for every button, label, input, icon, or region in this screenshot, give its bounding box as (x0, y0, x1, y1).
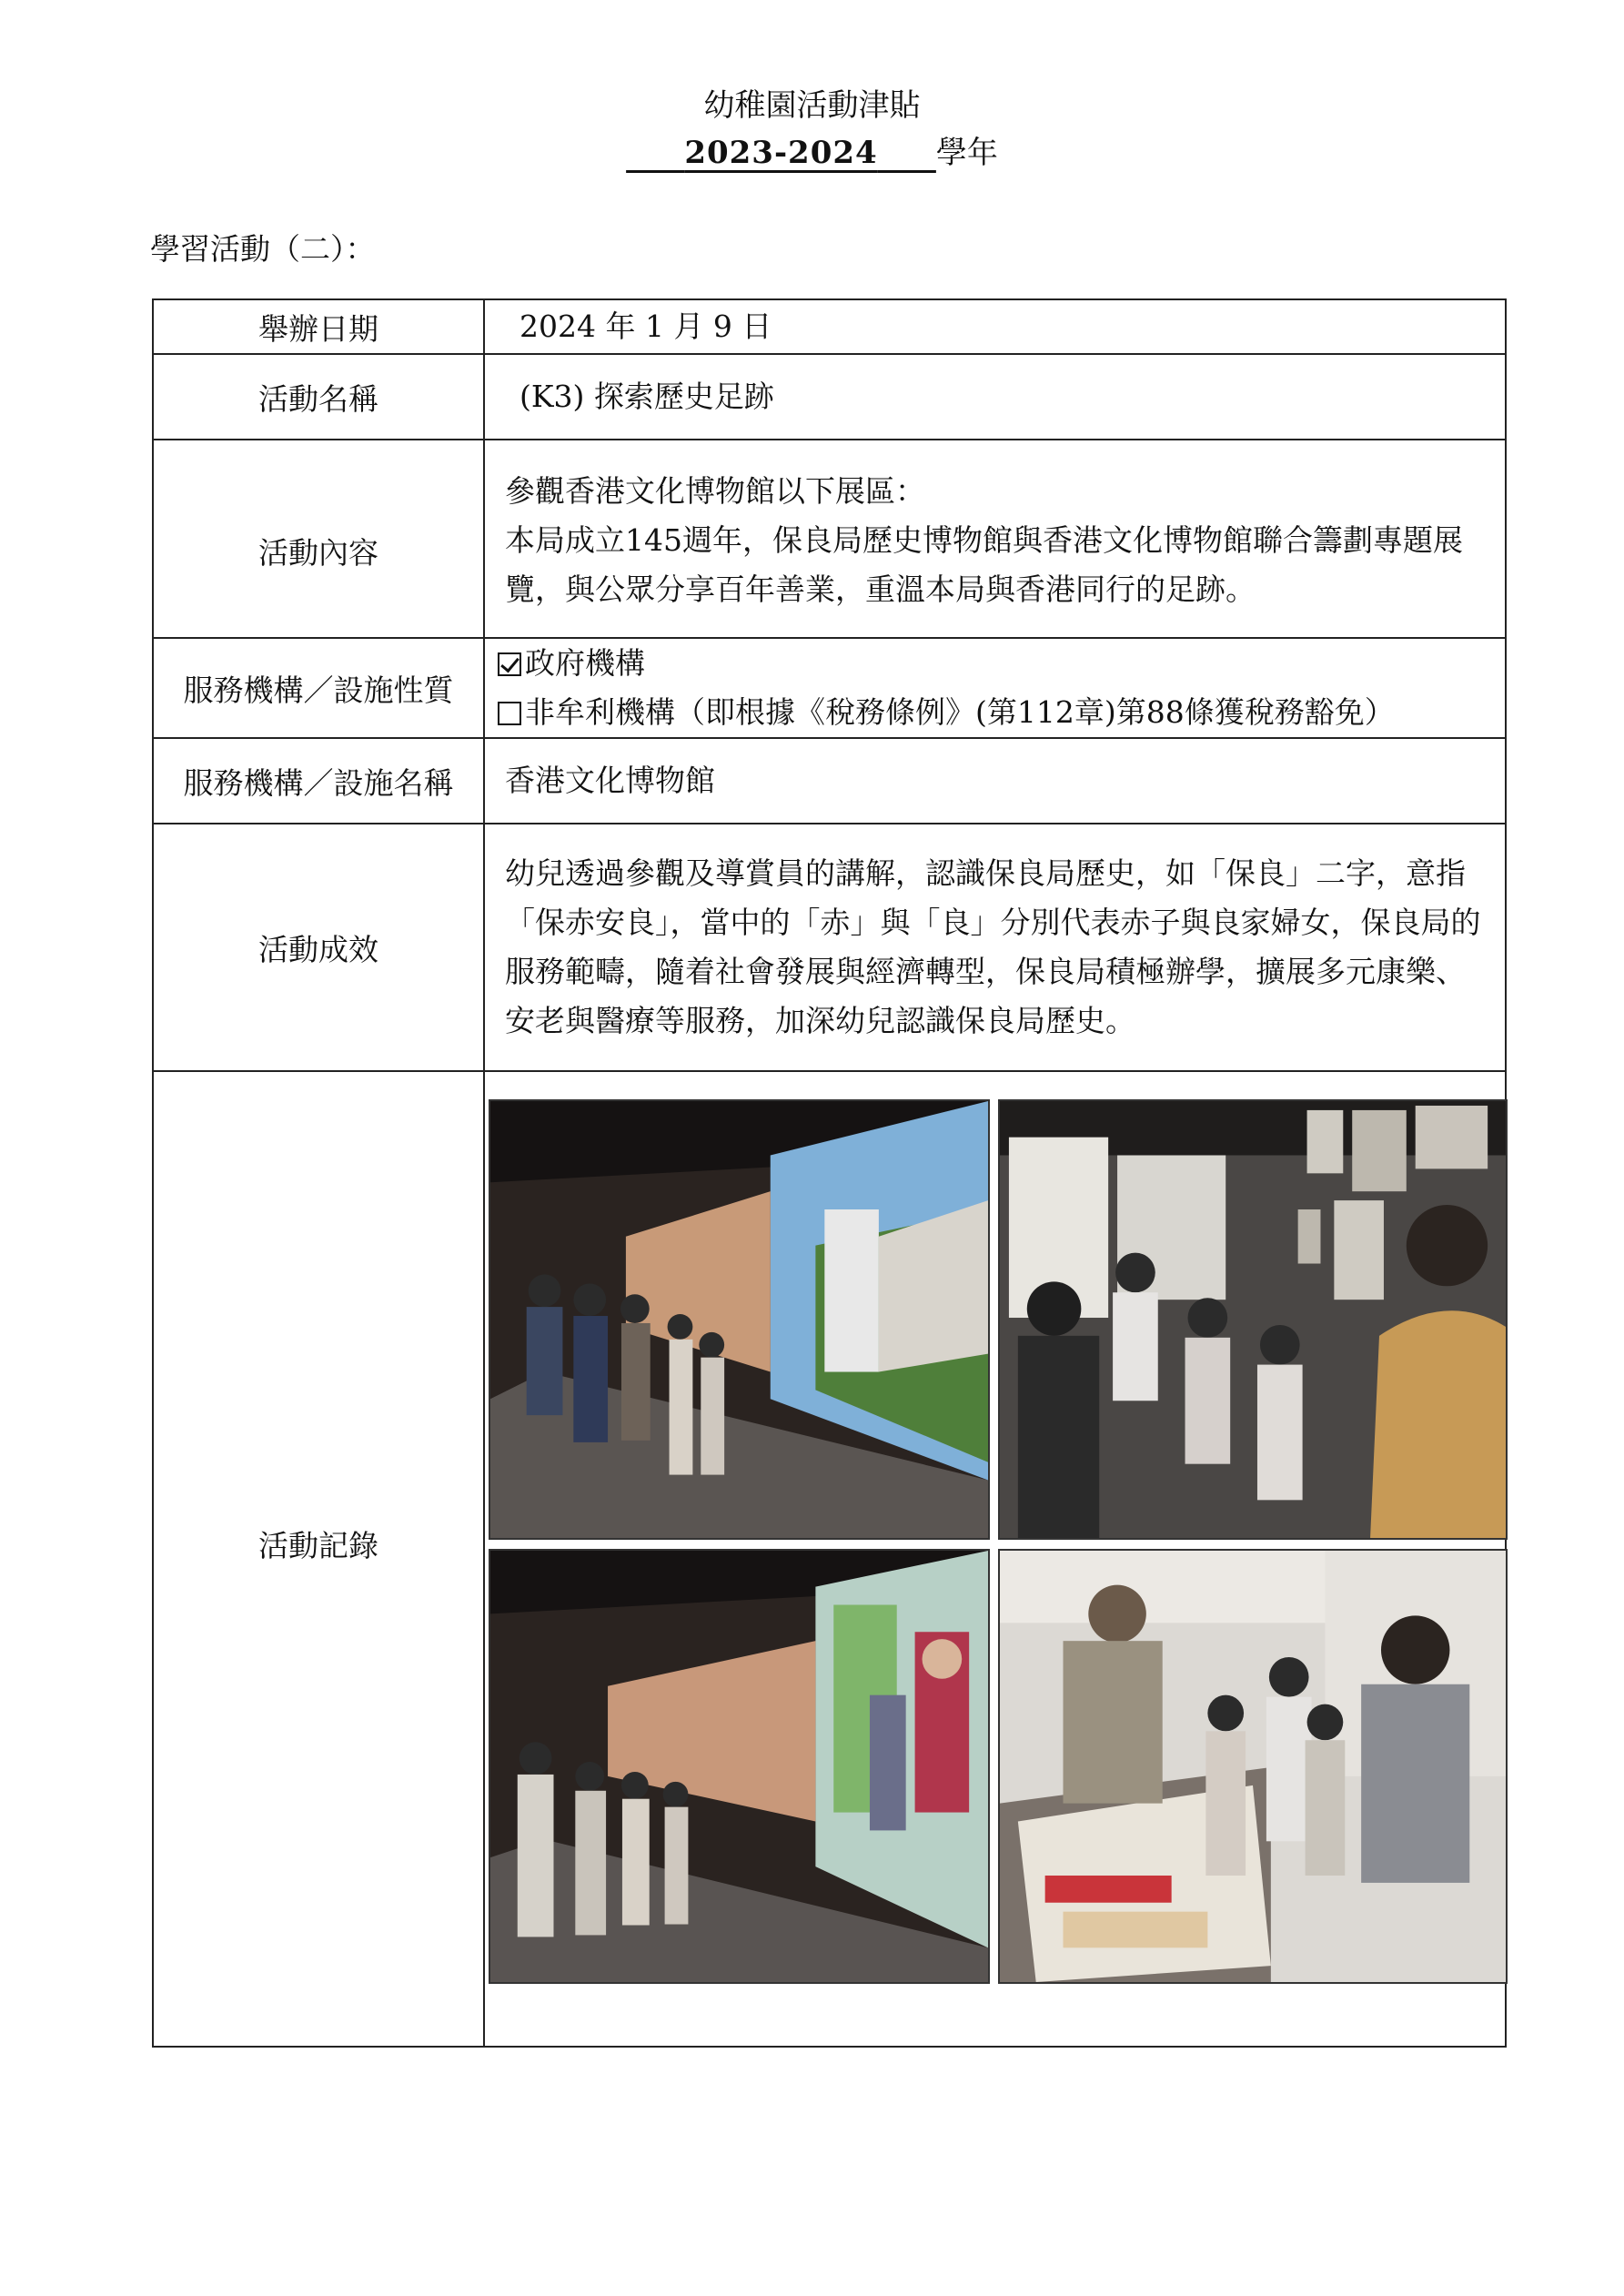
name-value: (K3) 探索歷史足跡 (484, 354, 1506, 440)
org-type-label: 服務機構／設施性質 (153, 638, 484, 738)
row-org-type (153, 638, 1506, 738)
content-label: 活動內容 (153, 440, 484, 638)
row-name (153, 354, 1506, 440)
org-name-value: 香港文化博物館 (484, 738, 1506, 824)
row-org-name (153, 738, 1506, 824)
outcome-value: 幼兒透過參觀及導賞員的講解，認識保良局歷史，如「保良」二字，意指「保赤安良」，當中的「赤」與「良」分別代表赤子與良家婦女，保良局的服務範疇，隨着社會發展與經濟轉型，保良局積極辦學，擴展多元康樂、安老與醫療等服務，加深幼兒認識保良局歷史。 (484, 824, 1506, 1071)
org-type-value (484, 638, 1506, 738)
photo-gallery-portraits (489, 1549, 990, 1984)
school-year-suffix: 學年 (935, 135, 998, 171)
school-year-value: 2023-2024 (684, 135, 878, 171)
content-line1: 參觀香港文化博物館以下展區： (505, 473, 925, 509)
date-label: 舉辦日期 (153, 299, 484, 354)
checkbox-checked-icon (498, 652, 521, 676)
content-line2: 本局成立145週年，保良局歷史博物館與香港文化博物館聯合籌劃專題展覽，與公眾分享百年善業，重溫本局與香港同行的足跡。 (505, 522, 1463, 607)
photo-display-case (998, 1549, 1508, 1984)
row-record (153, 1071, 1506, 2047)
document-title: 幼稚園活動津貼 (703, 87, 921, 124)
record-photos (484, 1071, 1506, 2047)
org-name-label: 服務機構／設施名稱 (153, 738, 484, 824)
section-title: 學習活動（二）： (150, 231, 376, 267)
date-value: 2024 年 1 月 9 日 (484, 299, 1506, 354)
photo-guide-talk (998, 1099, 1508, 1540)
activity-table (152, 298, 1507, 2048)
org-type-option-gov: 政府機構 (498, 639, 1485, 688)
checkbox-empty-icon (498, 702, 521, 725)
row-content (153, 440, 1506, 638)
row-outcome (153, 824, 1506, 1071)
name-label: 活動名稱 (153, 354, 484, 440)
row-date (153, 299, 1506, 354)
photo-gallery-corridor (489, 1099, 990, 1540)
outcome-label: 活動成效 (153, 824, 484, 1071)
content-value (484, 440, 1506, 638)
record-label: 活動記錄 (153, 1071, 484, 2047)
school-year (0, 127, 1624, 172)
org-type-option-ngo: 非牟利機構（即根據《稅務條例》(第112章)第88條獲稅務豁免） (498, 688, 1485, 737)
